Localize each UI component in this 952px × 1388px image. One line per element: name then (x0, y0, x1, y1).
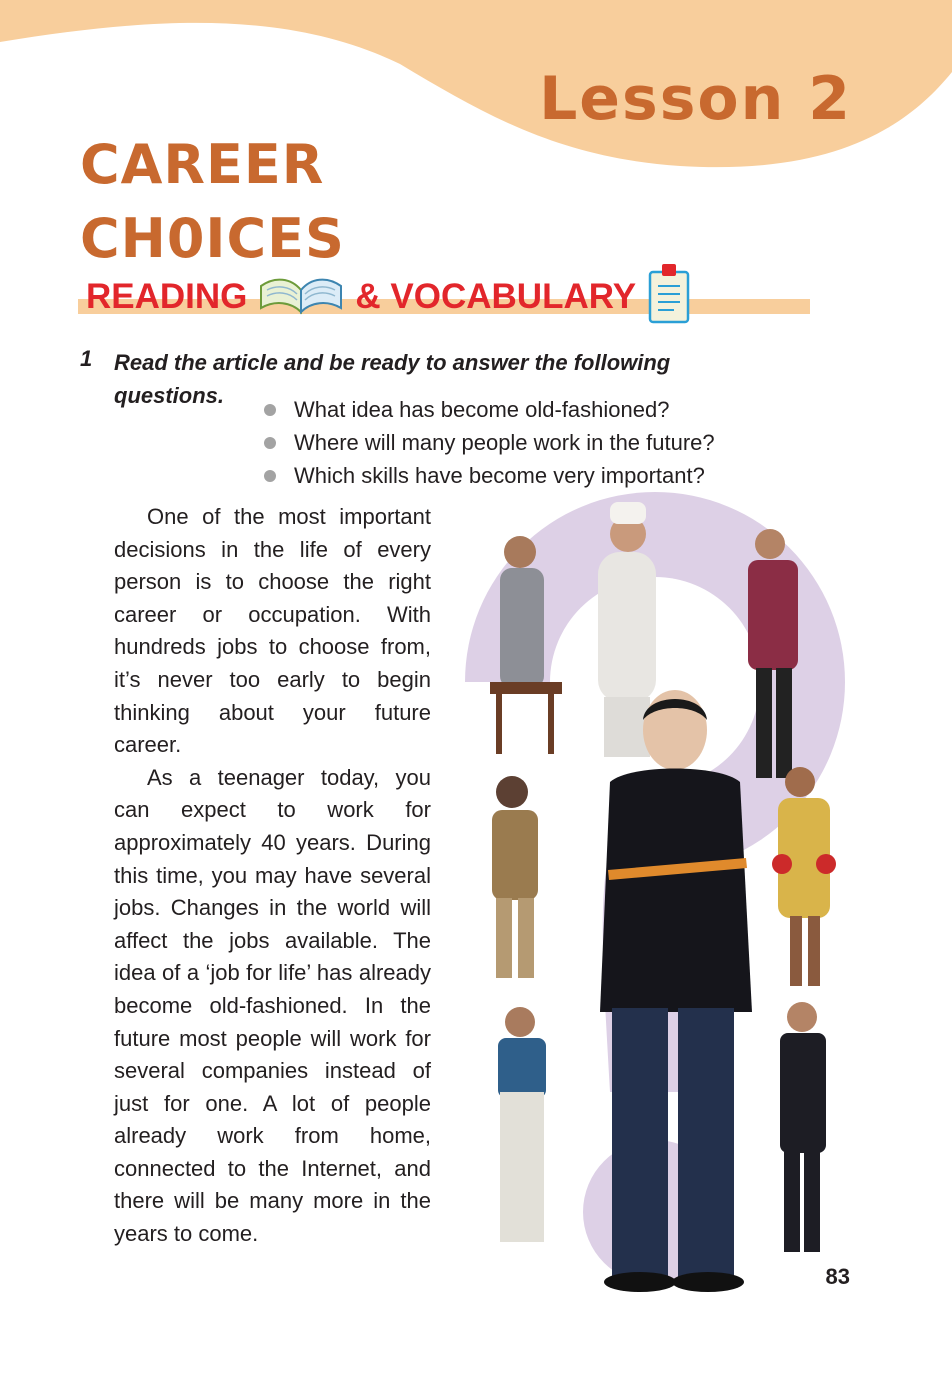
question-text: Where will many people work in the future? (294, 430, 715, 455)
bullet-icon (264, 404, 276, 416)
exercise-number: 1 (80, 346, 93, 371)
question-item (262, 426, 715, 459)
article-paragraph-1: One of the most important decisions in the life of every person is to choose the right career or occupation. With hundreds jobs to choose from, it’s never too early to begin thinking about your future career. (114, 504, 431, 758)
section-heading (86, 272, 694, 322)
notepad-icon (646, 262, 694, 333)
question-text: What idea has become old-fashioned? (294, 397, 670, 422)
page-number: 83 (825, 1264, 850, 1289)
section-heading-vocabulary: & VOCABULARY (355, 277, 637, 316)
exercise-instruction: Read the article and be ready to answer the following questions. (114, 350, 671, 408)
question-item (262, 393, 715, 426)
bullet-icon (264, 437, 276, 449)
article-body (114, 501, 431, 1251)
lesson-number: Lesson 2 (539, 64, 852, 134)
section-heading-reading: READING (86, 277, 248, 316)
open-book-icon (257, 270, 345, 325)
career-people-illustration (440, 492, 880, 1312)
page-title (80, 128, 345, 276)
article-paragraph-2: As a teenager today, you can expect to work for approximately 40 years. During this time, you may have several jobs. Changes in the world will affect the jobs available. The idea of a ‘job for life’ has already become old-fashioned. In the future most people will work for several companies instead of just for one. A lot of people already work from home, connected to the Internet, and there will be many more in the years to come. (114, 764, 431, 1247)
question-text: Which skills have become very important? (294, 463, 705, 488)
question-item (262, 459, 715, 492)
question-list (262, 393, 715, 492)
page-title-line2: CH0ICES (80, 207, 345, 270)
page-title-line1: CAREER (80, 133, 325, 196)
bullet-icon (264, 470, 276, 482)
